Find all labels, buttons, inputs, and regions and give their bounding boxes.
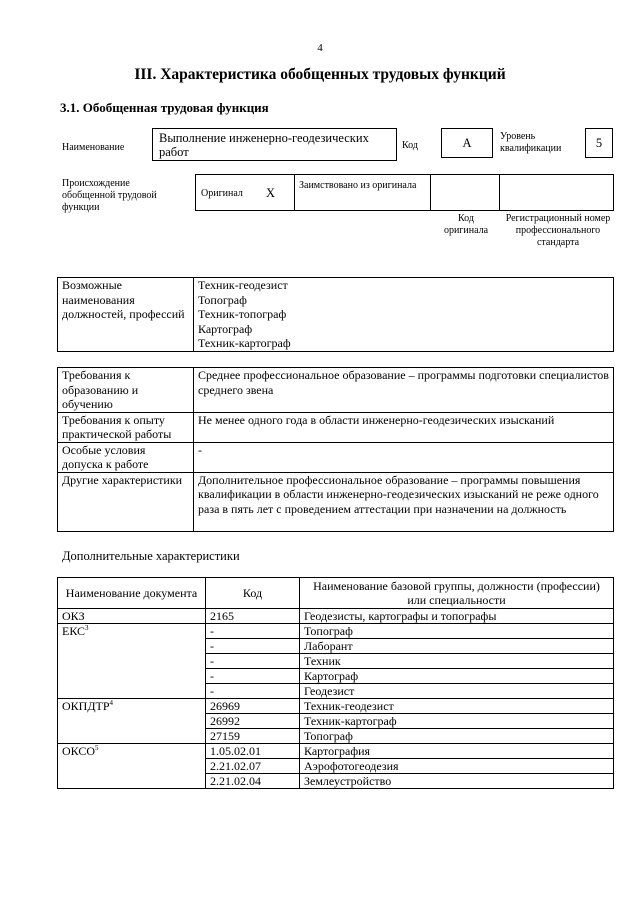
requirement-value: Дополнительное профессиональное образование – программы повышения квалификации в области инженерно-геодезических изысканий не реже одного раза в пять лет с проведением аттестации при назначении на должность — [194, 472, 614, 531]
col-code-header: Код — [206, 578, 300, 609]
table-row — [58, 699, 614, 714]
code-cell: - — [206, 669, 300, 684]
code-original-caption: Код оригинала — [443, 213, 489, 236]
col-doc-header: Наименование документа — [58, 578, 206, 609]
name-cell: Картограф — [300, 669, 614, 684]
requirement-label: Другие характеристики — [58, 472, 194, 531]
requirement-label: Особые условия допуска к работе — [58, 442, 194, 472]
original-label: Оригинал — [201, 188, 243, 199]
code-label: Код — [402, 140, 418, 151]
code-cell: - — [206, 684, 300, 699]
name-cell: Картография — [300, 744, 614, 759]
name-cell: Топограф — [300, 729, 614, 744]
name-cell: Геодезист — [300, 684, 614, 699]
positions-label: Возможные наименования должностей, профессий — [58, 278, 194, 352]
level-value: 5 — [595, 136, 603, 150]
footnote-mark: 3 — [85, 624, 89, 632]
name-cell: Лаборант — [300, 639, 614, 654]
requirement-value: Не менее одного года в области инженерно-геодезических изысканий — [194, 412, 614, 442]
requirement-value: Среднее профессиональное образование – программы подготовки специалистов среднего звена — [194, 368, 614, 413]
level-label: Уровень квалификации — [500, 131, 562, 154]
name-label: Наименование — [62, 142, 125, 153]
requirement-value: - — [194, 442, 614, 472]
level-box — [585, 128, 613, 158]
code-cell: - — [206, 654, 300, 669]
positions-table — [57, 277, 614, 352]
col-name-header: Наименование базовой группы, должности (профессии) или специальности — [300, 578, 614, 609]
name-cell: Топограф — [300, 624, 614, 639]
doc-cell: ОКСО$^5$ — [58, 744, 206, 789]
doc-cell: ОКПДТР$^4$ — [58, 699, 206, 744]
code-cell: 27159 — [206, 729, 300, 744]
borrowed-label: Заимствовано из оригинала — [299, 180, 417, 191]
name-cell: Аэрофотогеодезия — [300, 759, 614, 774]
subsection-title: 3.1. Обобщенная трудовая функция — [60, 100, 269, 115]
page-number: 4 — [317, 42, 323, 54]
origin-label: Происхождение обобщенной трудовой функции — [62, 178, 157, 213]
code-cell: - — [206, 639, 300, 654]
requirement-label: Требования к опыту практической работы — [58, 412, 194, 442]
name-cell: Техник-картограф — [300, 714, 614, 729]
name-cell: Землеустройство — [300, 774, 614, 789]
name-cell: Техник — [300, 654, 614, 669]
positions-list — [194, 278, 614, 352]
position-item: Техник-топограф — [198, 307, 287, 321]
position-item: Топограф — [198, 292, 247, 307]
position-item: Картограф — [198, 321, 253, 336]
position-item: Техник-геодезист — [198, 278, 288, 292]
code-cell: 26992 — [206, 714, 300, 729]
additional-table — [57, 577, 614, 789]
code-cell: - — [206, 624, 300, 639]
function-name-box — [152, 128, 397, 161]
name-cell: Геодезисты, картографы и топографы — [300, 609, 614, 624]
code-cell: 1.05.02.01 — [206, 744, 300, 759]
code-box — [441, 128, 493, 158]
section-title: III. Характеристика обобщенных трудовых функций — [134, 66, 506, 83]
doc-cell: ОКЗ — [58, 609, 206, 624]
code-value: A — [462, 136, 472, 150]
function-name-value: Выполнение инженерно-геодезических работ — [159, 131, 369, 159]
table-row — [58, 609, 614, 624]
requirements-table — [57, 367, 614, 532]
code-cell: 2165 — [206, 609, 300, 624]
code-cell: 2.21.02.04 — [206, 774, 300, 789]
table-header-row — [58, 578, 614, 609]
additional-caption: Дополнительные характеристики — [62, 549, 240, 563]
code-cell: 26969 — [206, 699, 300, 714]
doc-cell: ЕКС$^3$ — [58, 624, 206, 699]
original-mark: X — [266, 186, 276, 200]
position-item: Техник-картограф — [198, 336, 291, 350]
name-cell: Техник-геодезист — [300, 699, 614, 714]
code-cell: 2.21.02.07 — [206, 759, 300, 774]
footnote-mark: 4 — [109, 699, 114, 707]
reg-number-caption: Регистрационный номер профессионального стандарта — [505, 213, 611, 248]
table-row — [58, 624, 614, 639]
requirement-label: Требования к образованию и обучению — [58, 368, 194, 413]
table-row — [58, 744, 614, 759]
footnote-mark: 5 — [95, 744, 99, 752]
